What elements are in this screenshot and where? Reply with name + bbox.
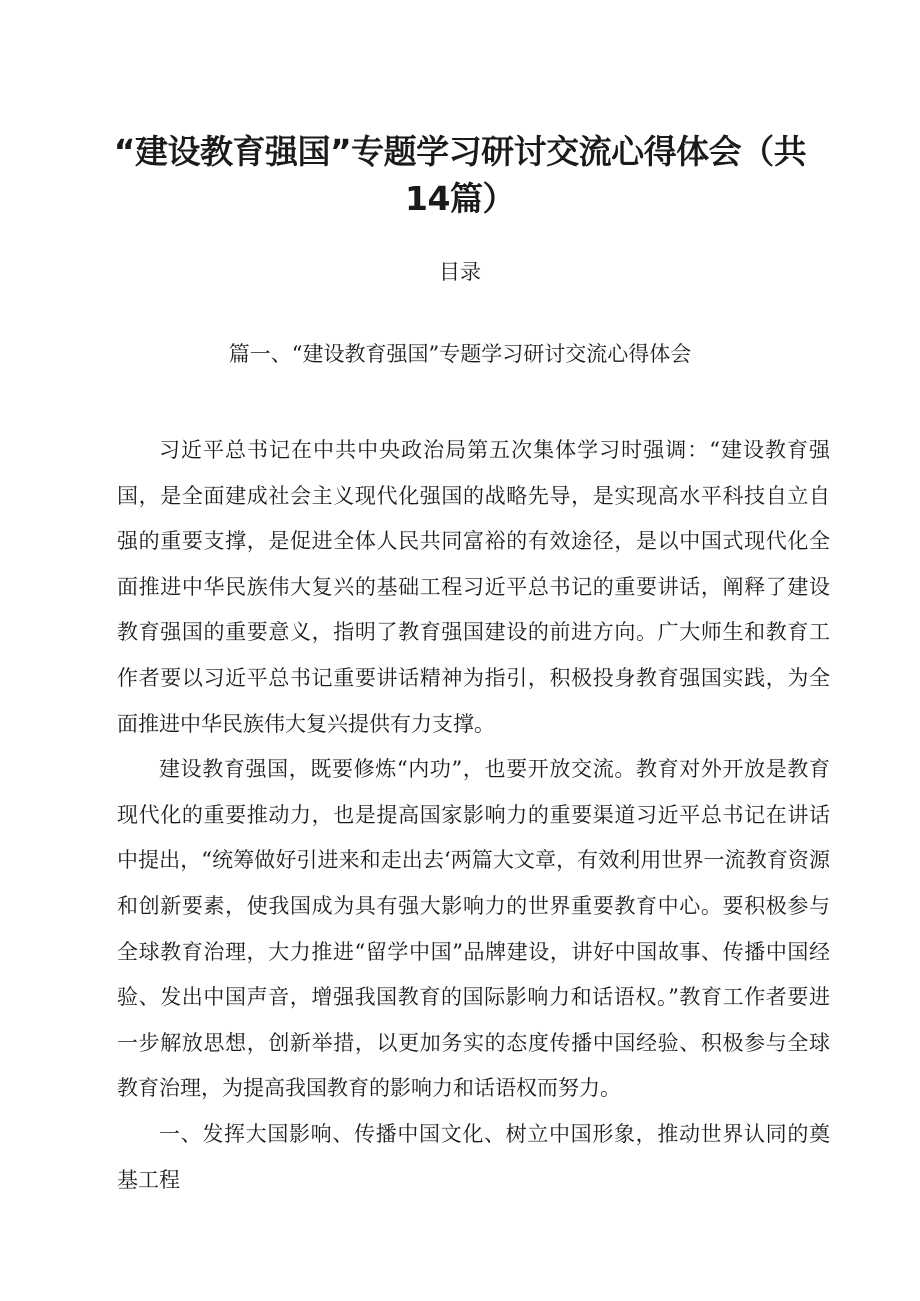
paragraph-1: 习近平总书记在中共中央政治局第五次集体学习时强调：“建设教育强国，是全面建成社会主义现代化强国的战略先导，是实现高水平科技自立自强的重要支撑，是促进全体人民共同富裕的有效途径，是以中国式现代化全面推进中华民族伟大复兴的基础工程习近平总书记的重要讲话，阐释了建设教育强国的重要意义，指明了教育强国建设的前进方向。广大师生和教育工作者要以习近平总书记重要讲话精神为指引，积极投身教育强国实践，为全面推进中华民族伟大复兴提供有力支撑。 — [117, 438, 830, 736]
article-body — [117, 428, 830, 1203]
paragraph-2: 建设教育强国，既要修炼“内功”，也要开放交流。教育对外开放是教育现代化的重要推动力，也是提高国家影响力的重要渠道习近平总书记在讲话中提出，“统筹做好引进来和走出去‘两篇大文章，有效利用世界一流教育资源和创新要素，使我国成为具有强大影响力的世界重要教育中心。要积极参与全球教育治理，大力推进“留学中国”品牌建设，讲好中国故事、传播中国经验、发出中国声音，增强我国教育的国际影响力和话语权。”教育工作者要进一步解放思想，创新举措，以更加务实的态度传播中国经验、积极参与全球教育治理，为提高我国教育的影响力和话语权而努力。 — [117, 757, 830, 1101]
document-title: “建设教育强国”专题学习研讨交流心得体会（共14篇） — [113, 132, 807, 218]
toc-heading: 目录 — [439, 260, 481, 284]
section-heading-1: 一、发挥大国影响、传播中国文化、树立中国形象，推动世界认同的奠基工程 — [117, 1121, 830, 1192]
article-heading: 篇一、“建设教育强国”专题学习研讨交流心得体会 — [228, 342, 692, 366]
